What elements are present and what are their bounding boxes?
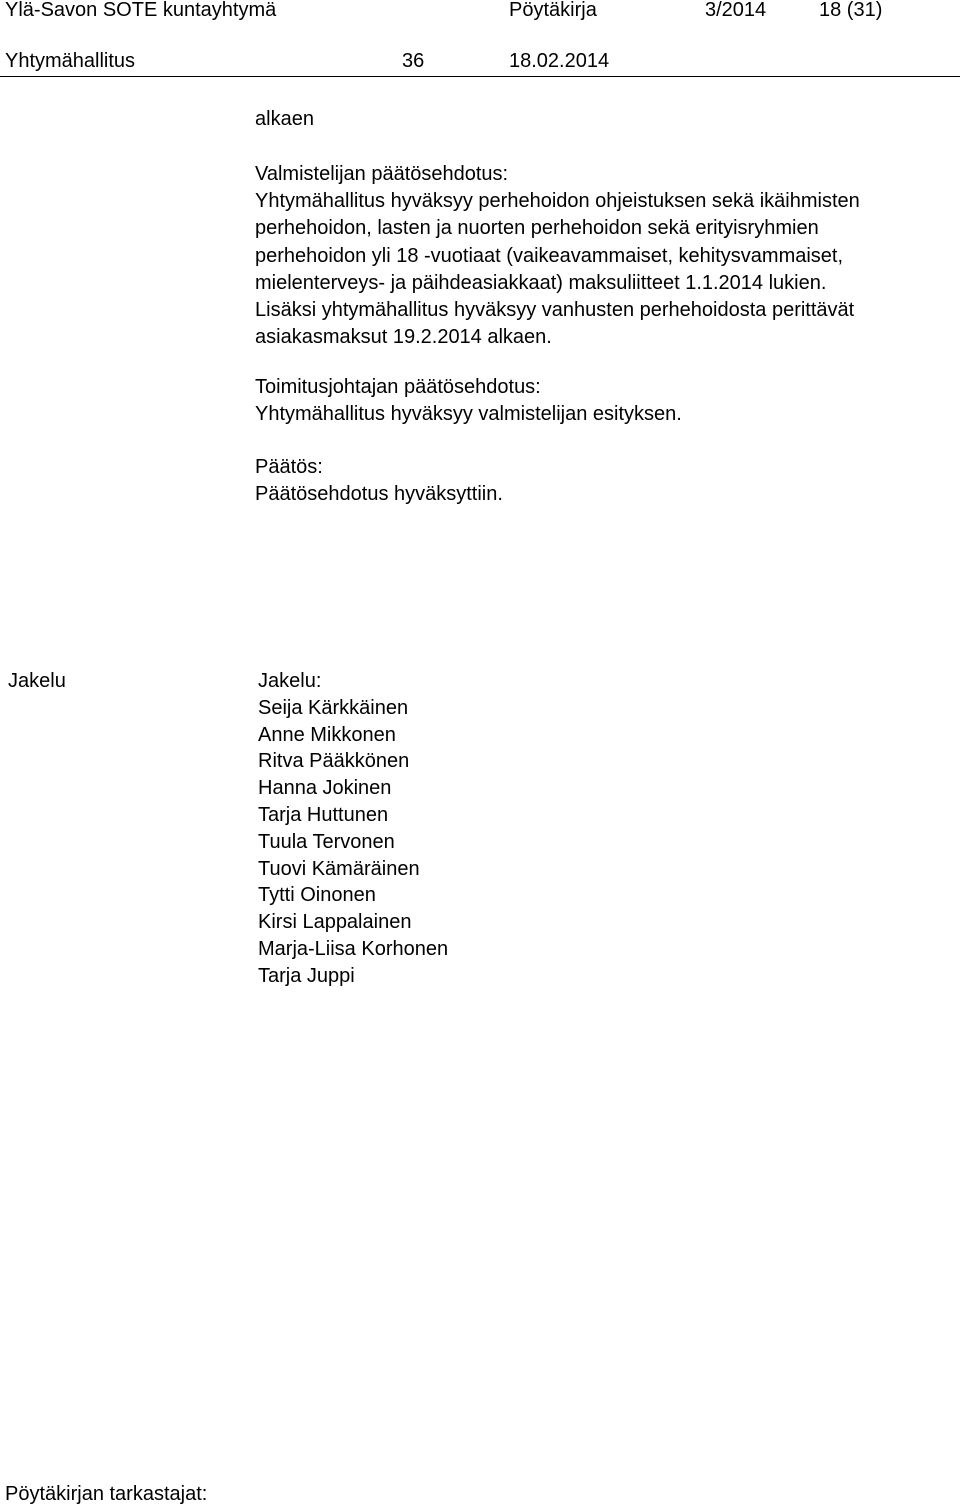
distribution-name: Tarja Huttunen — [258, 803, 389, 826]
ceo-text: Yhtymähallitus hyväksyy valmistelijan esityksen. — [255, 403, 682, 426]
distribution-label: Jakelu — [8, 670, 66, 692]
decision-text: Päätösehdotus hyväksyttiin. — [255, 483, 503, 506]
distribution-list — [258, 668, 448, 990]
distribution-name: Anne Mikkonen — [258, 723, 396, 746]
decision — [255, 454, 955, 508]
distribution-name: Hanna Jokinen — [258, 777, 392, 800]
header-rule — [0, 76, 960, 77]
distribution-name: Ritva Pääkkönen — [258, 750, 410, 773]
ceo-heading: Toimitusjohtajan päätösehdotus: — [255, 376, 541, 398]
distribution-name: Tuula Tervonen — [258, 830, 395, 853]
distribution-name: Kirsi Lappalainen — [258, 911, 412, 934]
header-body-name: Yhtymähallitus — [5, 50, 136, 72]
distribution-name: Marja-Liisa Korhonen — [258, 937, 449, 960]
preparer-proposal — [255, 161, 955, 351]
header-page-number: 18 (31) — [819, 0, 883, 21]
header-doc-type: Pöytäkirja — [509, 0, 597, 21]
distribution-heading: Jakelu: — [258, 670, 322, 692]
preparer-line: perhehoidon, lasten ja nuorten perhehoidon sekä erityisryhmien — [255, 217, 819, 240]
distribution-name: Tarja Juppi — [258, 964, 355, 987]
header-issue: 3/2014 — [705, 0, 767, 21]
header-section-number: 36 — [402, 50, 425, 72]
preparer-line: asiakasmaksut 19.2.2014 alkaen. — [255, 326, 552, 349]
decision-heading: Päätös: — [255, 456, 323, 478]
preparer-line: perhehoidon yli 18 -vuotiaat (vaikeavammaiset, kehitysvammaiset, — [255, 244, 844, 267]
preparer-line: mielenterveys- ja päihdeasiakkaat) maksuliitteet 1.1.2014 lukien. — [255, 271, 827, 294]
preparer-line: Yhtymähallitus hyväksyy perhehoidon ohjeistuksen sekä ikäihmisten — [255, 190, 860, 213]
header-organization: Ylä-Savon SOTE kuntayhtymä — [5, 0, 277, 21]
distribution-name: Tuovi Kämäräinen — [258, 857, 420, 880]
reviewers-label: Pöytäkirjan tarkastajat: — [5, 1483, 208, 1505]
preparer-heading: Valmistelijan päätösehdotus: — [255, 163, 509, 185]
distribution-name: Tytti Oinonen — [258, 884, 376, 907]
header-date: 18.02.2014 — [509, 50, 610, 72]
continuation-text: alkaen — [255, 108, 314, 130]
preparer-line: Lisäksi yhtymähallitus hyväksyy vanhusten perhehoidosta perittävät — [255, 299, 855, 322]
ceo-proposal — [255, 374, 955, 428]
distribution-name: Seija Kärkkäinen — [258, 696, 409, 719]
